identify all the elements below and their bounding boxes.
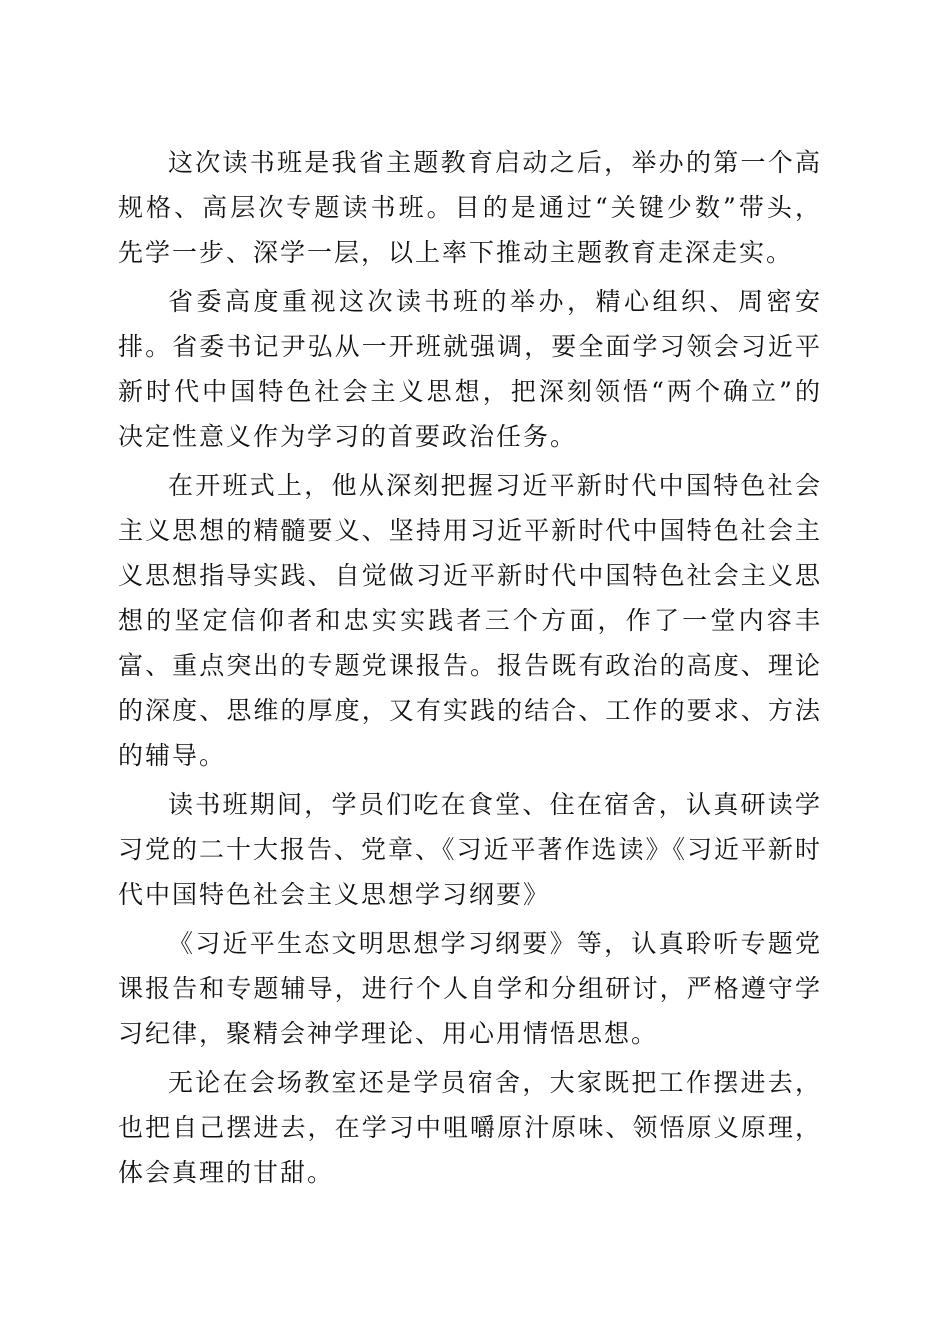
- paragraph: 无论在会场教室还是学员宿舍，大家既把工作摆进去，也把自己摆进去，在学习中咀嚼原汁原味、领悟原义原理，体会真理的甘甜。: [118, 1068, 822, 1187]
- paragraph: 省委高度重视这次读书班的举办，精心组织、周密安排。省委书记尹弘从一开班就强调，要全面学习领会习近平新时代中国特色社会主义思想，把深刻领悟“两个确立”的决定性意义作为学习的首要政治任务。: [118, 287, 822, 451]
- paragraph: 这次读书班是我省主题教育启动之后，举办的第一个高规格、高层次专题读书班。目的是通过“关键少数”带头，先学一步、深学一层，以上率下推动主题教育走深走实。: [118, 148, 822, 267]
- document-body: [118, 140, 822, 1199]
- paragraph: 《习近平生态文明思想学习纲要》等，认真聆听专题党课报告和专题辅导，进行个人自学和分组研讨，严格遵守学习纪律，聚精会神学理论、用心用情悟思想。: [118, 929, 822, 1048]
- paragraph: 在开班式上，他从深刻把握习近平新时代中国特色社会主义思想的精髓要义、坚持用习近平新时代中国特色社会主义思想指导实践、自觉做习近平新时代中国特色社会主义思想的坚定信仰者和忠实实践者三个方面，作了一堂内容丰富、重点突出的专题党课报告。报告既有政治的高度、理论的深度、思维的厚度，又有实践的结合、工作的要求、方法的辅导。: [118, 471, 822, 770]
- paragraph: 读书班期间，学员们吃在食堂、住在宿舍，认真研读学习党的二十大报告、党章、《习近平著作选读》《习近平新时代中国特色社会主义思想学习纲要》: [118, 790, 823, 909]
